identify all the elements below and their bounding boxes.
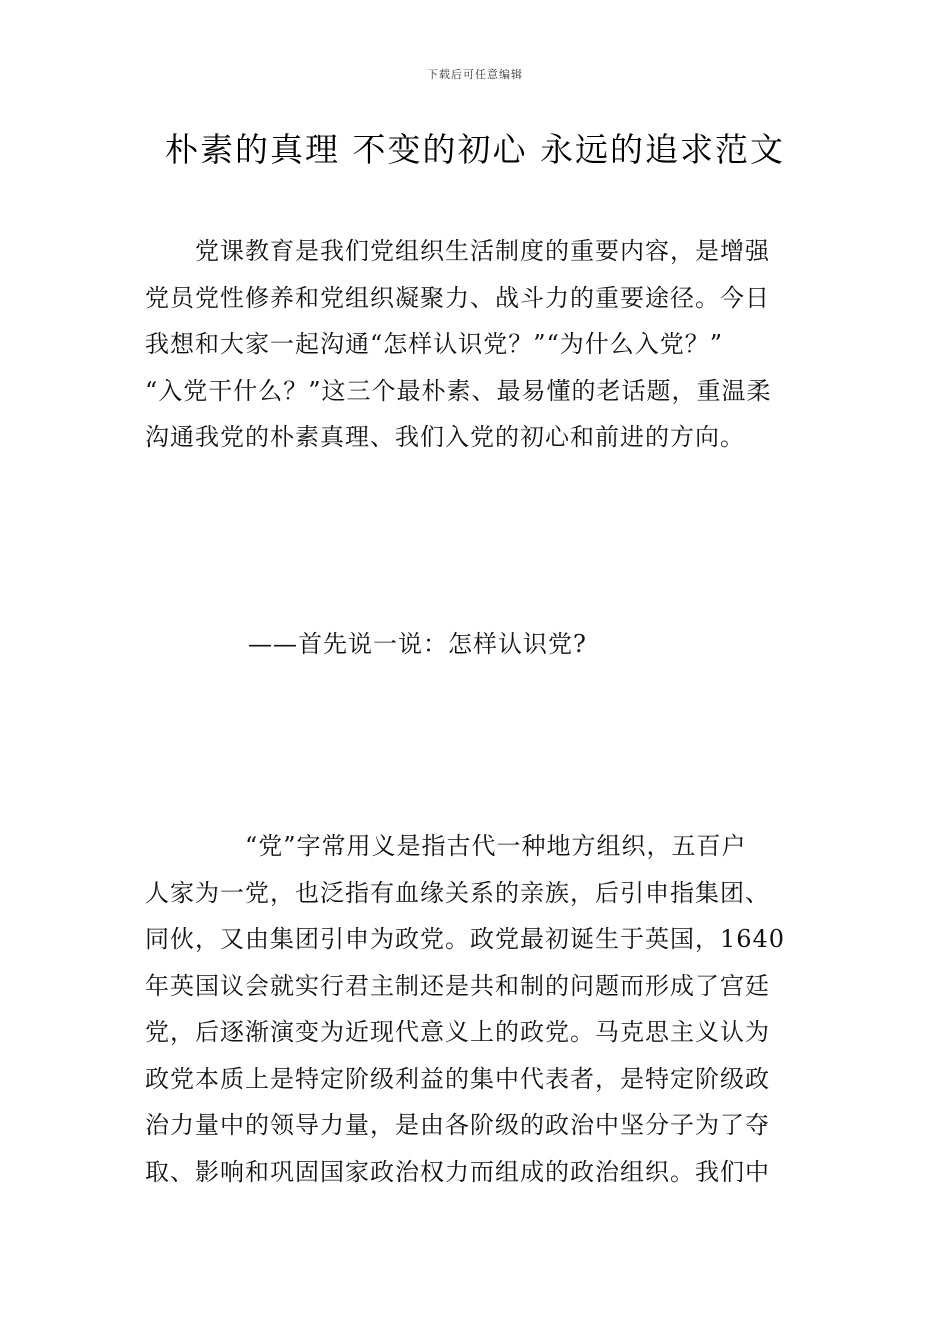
paragraph-line: 治力量中的领导力量，是由各阶级的政治中坚分子为了夺: [145, 1111, 770, 1139]
section-heading: ——首先说一说：怎样认识党?: [248, 630, 587, 658]
paragraph-line: “入党干什么？”这三个最朴素、最易懂的老话题，重温柔: [145, 376, 772, 405]
paragraph-line: 人家为一党，也泛指有血缘关系的亲族，后引申指集团、: [145, 878, 770, 907]
paragraph-line: 党员党性修养和党组织凝聚力、战斗力的重要途径。今日: [145, 283, 770, 312]
intro-paragraph: [145, 228, 807, 461]
header-note: 下载后可任意编辑: [427, 68, 523, 81]
document-title: 朴素的真理 不变的初心 永远的追求范文: [165, 130, 785, 169]
paragraph-line: 同伙，又由集团引申为政党。政党最初诞生于英国，1640: [145, 925, 786, 953]
body-paragraph: [145, 823, 807, 1195]
paragraph-line: 党，后逐渐演变为近现代意义上的政党。马克思主义认为: [145, 1018, 770, 1046]
paragraph-line: “党”字常用义是指古代一种地方组织，五百户: [145, 832, 747, 860]
paragraph-line: 取、影响和巩固国家政治权力而组成的政治组织。我们中: [145, 1157, 770, 1186]
paragraph-line: 年英国议会就实行君主制还是共和制的问题而形成了宫廷: [145, 971, 770, 1000]
paragraph-line: 我想和大家一起沟通“怎样认识党？”“为什么入党？”: [145, 330, 724, 358]
paragraph-line: 党课教育是我们党组织生活制度的重要内容，是增强: [145, 237, 770, 265]
paragraph-line: 沟通我党的朴素真理、我们入党的初心和前进的方向。: [145, 423, 745, 451]
paragraph-line: 政党本质上是特定阶级利益的集中代表者，是特定阶级政: [145, 1064, 770, 1093]
